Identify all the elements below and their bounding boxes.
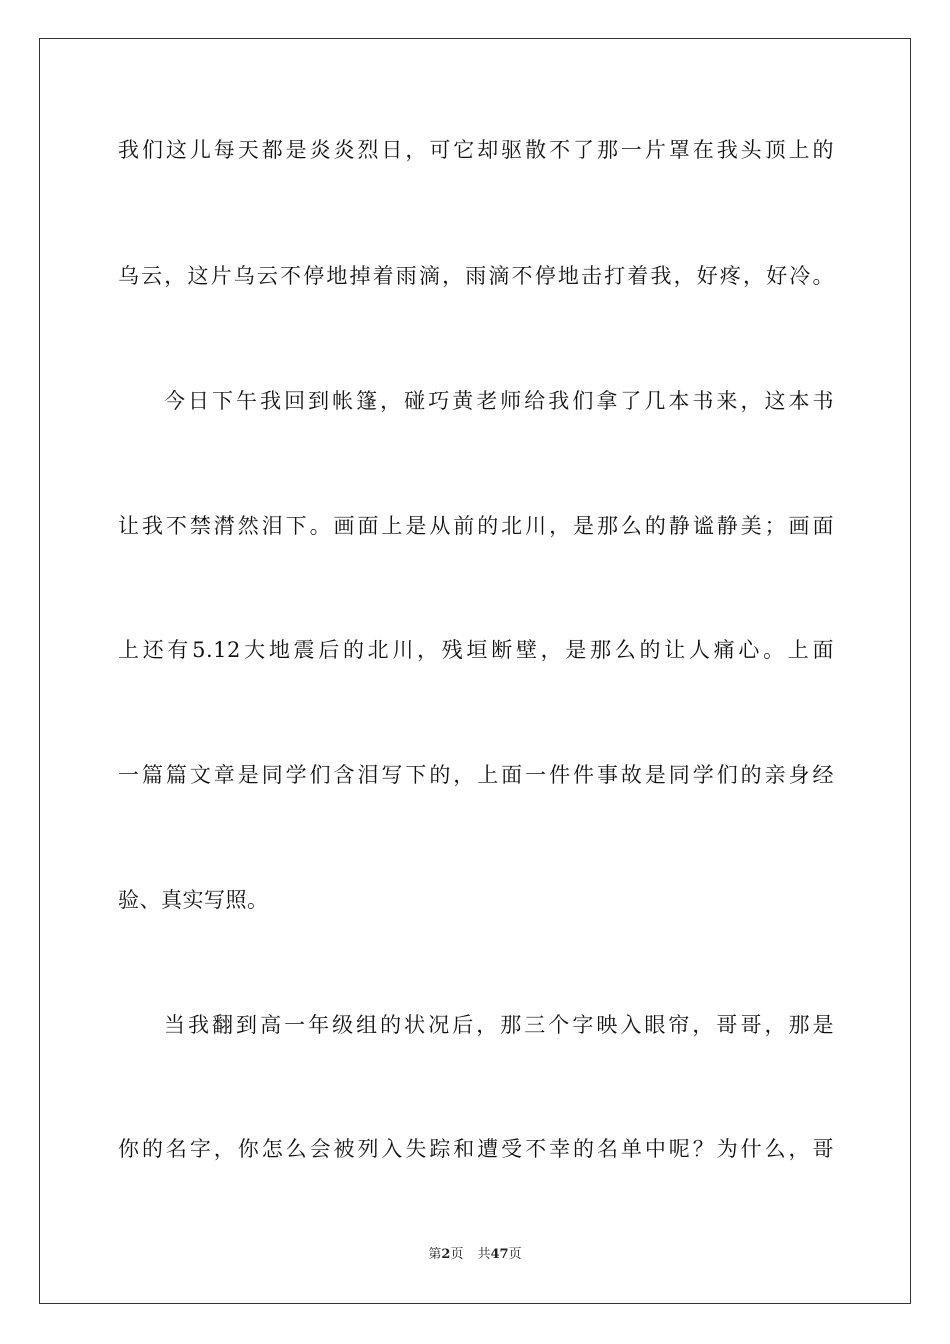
page-prefix: 第: [428, 1247, 442, 1262]
text-line-3: 今日下午我回到帐篷，碰巧黄老师给我们拿了几本书来，这本书: [164, 389, 834, 413]
total-pages: 47: [490, 1247, 509, 1262]
page-footer: [0, 1246, 950, 1264]
text-line-1: 我们这儿每天都是炎炎烈日，可它却驱散不了那一片罩在我头顶上的: [118, 138, 834, 162]
text-line-8: 当我翻到高一年级组的状况后，那三个字映入眼帘，哥哥，那是: [164, 1013, 834, 1037]
text-line-5: 上还有5.12大地震后的北川，残垣断壁，是那么的让人痛心。上面: [118, 638, 834, 662]
total-suffix: 页: [508, 1247, 522, 1262]
text-line-7: 验、真实写照。: [118, 888, 269, 912]
total-prefix: 共: [477, 1247, 491, 1262]
text-line-6: 一篇篇文章是同学们含泪写下的，上面一件件事故是同学们的亲身经: [118, 763, 834, 787]
text-line-4: 让我不禁潸然泪下。画面上是从前的北川，是那么的静谧静美；画面: [118, 514, 834, 538]
page-suffix: 页: [450, 1247, 464, 1262]
text-line-2: 乌云，这片乌云不停地掉着雨滴，雨滴不停地击打着我，好疼，好冷。: [118, 264, 834, 288]
page-number: 2: [441, 1247, 451, 1262]
text-line-9: 你的名字，你怎么会被列入失踪和遭受不幸的名单中呢？为什么，哥: [118, 1137, 834, 1161]
page-border: [39, 38, 911, 1304]
